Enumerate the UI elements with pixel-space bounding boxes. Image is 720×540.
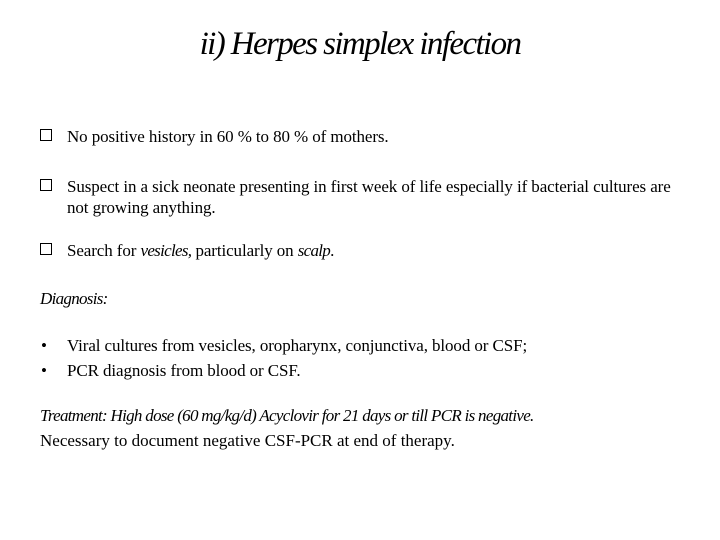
checkbox-square-icon (40, 129, 52, 141)
bullet-text (67, 240, 687, 261)
diagnosis-item (40, 335, 687, 356)
checkbox-square-icon (40, 243, 52, 255)
page-title: ii) Herpes simplex infection (199, 26, 521, 62)
emphasis-scalp: scalp (297, 241, 331, 260)
box-bullet-history (40, 126, 687, 147)
bullet-dot-icon: • (41, 361, 47, 380)
treatment-line: Treatment: High dose (60 mg/kg/d) Acyclovir for 21 days or till PCR is negative. (40, 406, 534, 425)
box-bullet-vesicles (40, 240, 687, 261)
diagnosis-item-text: Viral cultures from vesicles, oropharynx, conjunctiva, blood or CSF; (67, 336, 528, 355)
emphasis-vesicles: vesicles, (140, 241, 192, 260)
diagnosis-item (40, 360, 687, 381)
bullet-text-suffix: . (330, 241, 335, 260)
bullet-dot-icon: • (41, 336, 47, 355)
diagnosis-item-text: PCR diagnosis from blood or CSF. (67, 361, 301, 380)
footer-note: Necessary to document negative CSF-PCR at end of therapy. (40, 431, 455, 450)
bullet-text: Suspect in a sick neonate presenting in first week of life especially if bacterial cultures are not growing anything. (67, 177, 671, 217)
bullet-text: No positive history in 60 % to 80 % of mothers. (67, 127, 389, 146)
checkbox-square-icon (40, 179, 52, 191)
bullet-text-middle: particularly on (191, 241, 298, 260)
box-bullet-suspect (40, 176, 687, 218)
diagnosis-heading: Diagnosis: (40, 289, 108, 308)
bullet-text-prefix: Search for (67, 241, 141, 260)
